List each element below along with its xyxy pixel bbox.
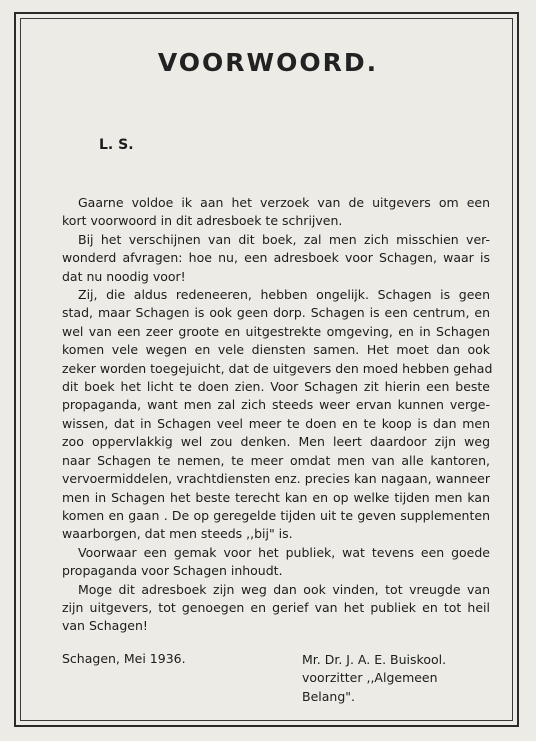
paragraph-2-line: dat nu noodig voor! xyxy=(62,268,186,284)
signature-role: voorzitter ,,Algemeen Belang". xyxy=(302,670,438,704)
paragraph-3-line: zeker worden toegejuicht, dat de uitgevers den moed hebben gehad xyxy=(62,360,493,376)
paragraph-3-line: wel van een zeer groote en uitgestrekte omgeving, en in Schagen xyxy=(62,323,490,339)
paragraph-3-line: men in Schagen het beste terecht kan en op welke tijden men kan xyxy=(62,489,490,505)
signature-name: Mr. Dr. J. A. E. Buiskool. xyxy=(302,652,447,667)
paragraph-1-line: kort voorwoord in dit adresboek te schrijven. xyxy=(62,213,343,229)
paragraph-3-line: naar Schagen te nemen, te meer omdat men van alle kantoren, xyxy=(62,452,490,468)
paragraph-3-line: propaganda, want men zal zich steeds weer ervan kunnen verge- xyxy=(62,397,490,413)
paragraph-3-line: Zij, die aldus redeneeren, hebben ongelijk. Schagen is geen xyxy=(78,287,490,303)
paragraph-3-line: waarborgen, dat men steeds ,,bij" is. xyxy=(62,526,293,542)
signature-block xyxy=(300,651,490,706)
paragraph-1-line: Gaarne voldoe ik aan het verzoek van de uitgevers om een xyxy=(78,195,490,210)
place-date: Schagen, Mei 1936. xyxy=(62,651,186,666)
paragraph-3-line: vervoermiddelen, vrachtdiensten enz. precies kan nagaan, wanneer xyxy=(62,471,490,487)
paragraph-2-line: wonderd afvragen: hoe nu, een adresboek voor Schagen, waar is xyxy=(62,250,490,266)
paragraph-4-line: Voorwaar een gemak voor het publiek, wat tevens een goede xyxy=(78,544,490,560)
paragraph-5-line: zijn uitgevers, tot genoegen en gerief van het publiek en tot heil xyxy=(62,599,490,615)
paragraph-3-line: komen vele wegen en vele diensten samen. Het moet dan ook xyxy=(62,342,490,358)
paragraph-4-line: propaganda voor Schagen inhoudt. xyxy=(62,563,283,579)
page-title: VOORWOORD. xyxy=(157,48,379,77)
paragraph-3-line: dit boek het licht te doen zien. Voor Schagen zit hierin een beste xyxy=(62,379,490,395)
paragraph-5-line: van Schagen! xyxy=(62,618,148,634)
paragraph-3-line: wissen, dat in Schagen veel meer te doen en te koop is dan men xyxy=(62,415,490,431)
paragraph-3-line: stad, maar Schagen is ook geen dorp. Schagen is een centrum, en xyxy=(62,305,490,321)
paragraph-3-line: zoo oppervlakkig wel zou denken. Men leert daardoor zijn weg xyxy=(62,434,490,450)
salutation: L. S. xyxy=(99,137,134,153)
body-text xyxy=(62,194,493,636)
paragraph-3-line: komen en gaan . De op geregelde tijden uit te geven supplementen xyxy=(62,507,490,523)
paragraph-5-line: Moge dit adresboek zijn weg dan ook vinden, tot vreugde van xyxy=(78,581,490,597)
paragraph-2-line: Bij het verschijnen van dit boek, zal men zich misschien ver- xyxy=(78,231,490,247)
